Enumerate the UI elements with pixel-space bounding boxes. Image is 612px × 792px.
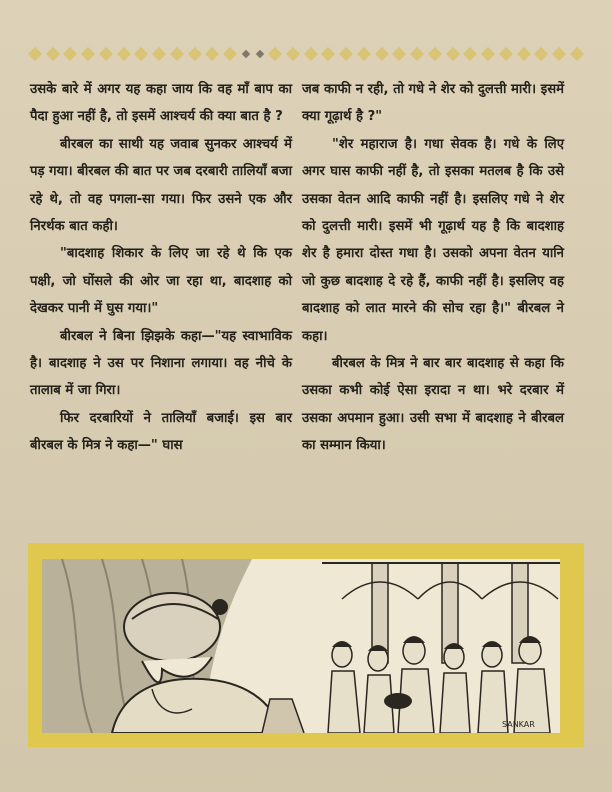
paragraph: बीरबल के मित्र ने बार बार बादशाह से कहा कि उसका कभी कोई ऐसा इरादा न था। भरे दरबार में उसका अपमान हुआ। उसी सभा में बादशाह ने बीरबल का सम्मान किया। bbox=[302, 356, 564, 454]
paragraph: "शेर महाराज है। गधा सेवक है। गधे के लिए अगर घास काफी नहीं है, तो इसका मतलब है कि उसे उसका वेतन आदि काफी नहीं है। इसलिए गधे ने शेर को दुलत्ती मारी। इसमें भी गूढ़ार्थ यह है कि बादशाह शेर है हमारा दोस्त गधा है। उसको अपना वेतन यानि जो कुछ बादशाह दे रहे हैं, काफी नहीं है। इसलिए वह बादशाह को लात मारने की सोच रहा है।" बीरबल ने कहा। bbox=[302, 136, 564, 344]
paragraph: बीरबल का साथी यह जवाब सुनकर आश्चर्य में पड़ गया। बीरबल की बात पर जब दरबारी तालियाँ बजा रहे थे, तो वह पगला-सा गया। फिर उसने एक और निरर्थक बात कही। bbox=[30, 136, 292, 235]
decorative-border bbox=[30, 46, 582, 62]
paragraph: फिर दरबारियों ने तालियाँ बजाई। इस बार बीरबल के मित्र ने कहा—" घास bbox=[30, 410, 292, 454]
paragraph: जब काफी न रही, तो गधे ने शेर को दुलत्ती मारी। इसमें क्या गूढ़ार्थ है ?" bbox=[302, 82, 564, 125]
left-text-column bbox=[30, 76, 292, 460]
story-illustration bbox=[28, 543, 584, 747]
artist-signature: SANKAR bbox=[502, 720, 535, 729]
paragraph: उसके बारे में अगर यह कहा जाय कि वह माँ बाप का पैदा हुआ नहीं है, तो इसमें आश्चर्य की क्या बात है ? bbox=[30, 82, 292, 125]
court-scene-drawing bbox=[42, 559, 560, 733]
right-text-column bbox=[302, 76, 564, 460]
paragraph: बीरबल ने बिना झिझके कहा—"यह स्वाभाविक है। बादशाह ने उस पर निशाना लगाया। वह नीचे के तालाब में जा गिरा। bbox=[30, 328, 292, 399]
paragraph: "बादशाह शिकार के लिए जा रहे थे कि एक पक्षी, जो घोंसले की ओर जा रहा था, बादशाह को देखकर पानी में घुस गया।" bbox=[30, 246, 292, 317]
